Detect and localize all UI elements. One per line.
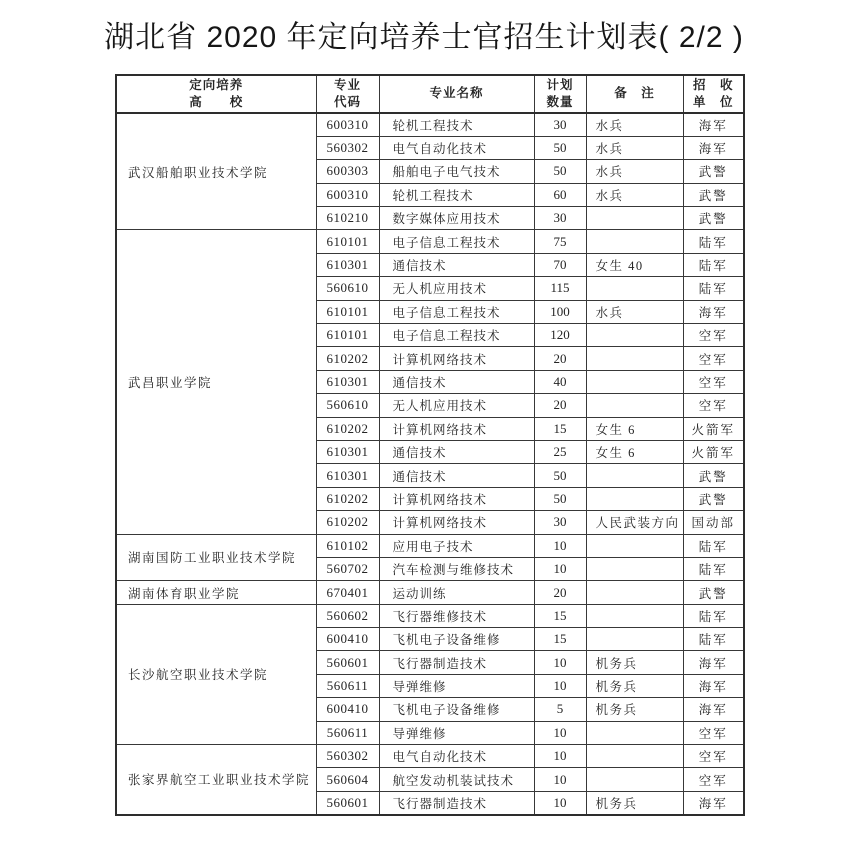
header-plan-count-line1: 计划 bbox=[546, 77, 574, 92]
header-school-line2: 高 校 bbox=[189, 95, 244, 109]
school-cell: 湖南国防工业职业技术学院 bbox=[116, 534, 316, 581]
recruiting-unit-cell: 陆军 bbox=[683, 557, 744, 580]
recruiting-unit-cell: 武警 bbox=[683, 207, 744, 230]
plan-count-cell: 115 bbox=[534, 277, 586, 300]
recruiting-unit-cell: 陆军 bbox=[683, 628, 744, 651]
code-cell: 610301 bbox=[316, 370, 379, 393]
remark-cell: 机务兵 bbox=[586, 698, 683, 721]
major-name-cell: 电气自动化技术 bbox=[379, 745, 534, 768]
remark-cell bbox=[586, 557, 683, 580]
major-name-cell: 计算机网络技术 bbox=[379, 511, 534, 534]
remark-cell bbox=[586, 347, 683, 370]
major-name-cell: 电子信息工程技术 bbox=[379, 324, 534, 347]
plan-count-cell: 10 bbox=[534, 721, 586, 744]
major-name-cell: 导弹维修 bbox=[379, 721, 534, 744]
code-cell: 600310 bbox=[316, 183, 379, 206]
code-cell: 610202 bbox=[316, 511, 379, 534]
recruiting-unit-cell: 陆军 bbox=[683, 604, 744, 627]
major-name-cell: 数字媒体应用技术 bbox=[379, 207, 534, 230]
recruiting-unit-cell: 空军 bbox=[683, 768, 744, 791]
major-name-cell: 飞行器制造技术 bbox=[379, 791, 534, 814]
major-name-cell: 无人机应用技术 bbox=[379, 394, 534, 417]
remark-cell bbox=[586, 628, 683, 651]
recruiting-unit-cell: 陆军 bbox=[683, 277, 744, 300]
school-cell: 长沙航空职业技术学院 bbox=[116, 604, 316, 744]
plan-count-cell: 40 bbox=[534, 370, 586, 393]
recruiting-unit-cell: 陆军 bbox=[683, 253, 744, 276]
code-cell: 560702 bbox=[316, 557, 379, 580]
recruiting-unit-cell: 海军 bbox=[683, 113, 744, 136]
remark-cell bbox=[586, 745, 683, 768]
major-name-cell: 飞机电子设备维修 bbox=[379, 698, 534, 721]
recruiting-unit-cell: 武警 bbox=[683, 160, 744, 183]
header-major-code bbox=[316, 75, 379, 113]
major-name-cell: 电子信息工程技术 bbox=[379, 300, 534, 323]
plan-count-cell: 20 bbox=[534, 581, 586, 604]
major-name-cell: 汽车检测与维修技术 bbox=[379, 557, 534, 580]
major-name-cell: 运动训练 bbox=[379, 581, 534, 604]
plan-count-cell: 10 bbox=[534, 768, 586, 791]
code-cell: 560602 bbox=[316, 604, 379, 627]
recruiting-unit-cell: 空军 bbox=[683, 324, 744, 347]
recruiting-unit-cell: 武警 bbox=[683, 183, 744, 206]
recruiting-unit-cell: 国动部 bbox=[683, 511, 744, 534]
remark-cell: 机务兵 bbox=[586, 651, 683, 674]
major-name-cell: 计算机网络技术 bbox=[379, 417, 534, 440]
remark-cell bbox=[586, 768, 683, 791]
header-recruiting-unit bbox=[683, 75, 744, 113]
remark-cell bbox=[586, 230, 683, 253]
major-name-cell: 飞行器维修技术 bbox=[379, 604, 534, 627]
plan-count-cell: 10 bbox=[534, 534, 586, 557]
school-cell: 武昌职业学院 bbox=[116, 230, 316, 534]
header-major-code-line1: 专业 bbox=[333, 77, 361, 92]
code-cell: 600310 bbox=[316, 113, 379, 136]
table-row bbox=[116, 581, 744, 604]
plan-count-cell: 5 bbox=[534, 698, 586, 721]
table-row bbox=[116, 604, 744, 627]
recruiting-unit-cell: 海军 bbox=[683, 300, 744, 323]
remark-cell bbox=[586, 394, 683, 417]
plan-count-cell: 15 bbox=[534, 604, 586, 627]
recruiting-unit-cell: 武警 bbox=[683, 464, 744, 487]
recruiting-unit-cell: 空军 bbox=[683, 347, 744, 370]
major-name-cell: 无人机应用技术 bbox=[379, 277, 534, 300]
plan-count-cell: 50 bbox=[534, 136, 586, 159]
code-cell: 560610 bbox=[316, 277, 379, 300]
remark-cell: 机务兵 bbox=[586, 674, 683, 697]
code-cell: 610301 bbox=[316, 440, 379, 463]
recruiting-unit-cell: 空军 bbox=[683, 370, 744, 393]
plan-count-cell: 10 bbox=[534, 674, 586, 697]
school-cell: 张家界航空工业职业技术学院 bbox=[116, 745, 316, 815]
major-name-cell: 通信技术 bbox=[379, 370, 534, 393]
recruiting-unit-cell: 海军 bbox=[683, 674, 744, 697]
major-name-cell: 航空发动机装试技术 bbox=[379, 768, 534, 791]
remark-cell bbox=[586, 487, 683, 510]
code-cell: 610101 bbox=[316, 300, 379, 323]
header-major-code-line2: 代码 bbox=[333, 95, 361, 109]
plan-count-cell: 15 bbox=[534, 628, 586, 651]
major-name-cell: 通信技术 bbox=[379, 253, 534, 276]
school-cell: 湖南体育职业学院 bbox=[116, 581, 316, 604]
recruiting-unit-cell: 海军 bbox=[683, 136, 744, 159]
header-recruiting-unit-line2: 单 位 bbox=[692, 95, 734, 109]
major-name-cell: 通信技术 bbox=[379, 464, 534, 487]
recruiting-unit-cell: 陆军 bbox=[683, 230, 744, 253]
header-plan-count-line2: 数量 bbox=[546, 95, 574, 109]
plan-count-cell: 60 bbox=[534, 183, 586, 206]
remark-cell bbox=[586, 534, 683, 557]
enrollment-plan-table bbox=[115, 74, 745, 816]
table-row bbox=[116, 745, 744, 768]
code-cell: 600303 bbox=[316, 160, 379, 183]
plan-count-cell: 120 bbox=[534, 324, 586, 347]
plan-count-cell: 50 bbox=[534, 160, 586, 183]
recruiting-unit-cell: 海军 bbox=[683, 698, 744, 721]
header-recruiting-unit-line1: 招 收 bbox=[692, 77, 734, 92]
code-cell: 610101 bbox=[316, 324, 379, 347]
major-name-cell: 计算机网络技术 bbox=[379, 487, 534, 510]
header-school-line1: 定向培养 bbox=[189, 77, 244, 92]
plan-count-cell: 20 bbox=[534, 347, 586, 370]
code-cell: 610202 bbox=[316, 347, 379, 370]
recruiting-unit-cell: 空军 bbox=[683, 721, 744, 744]
major-name-cell: 通信技术 bbox=[379, 440, 534, 463]
table-row bbox=[116, 534, 744, 557]
plan-count-cell: 75 bbox=[534, 230, 586, 253]
major-name-cell: 电子信息工程技术 bbox=[379, 230, 534, 253]
school-cell: 武汉船舶职业技术学院 bbox=[116, 113, 316, 230]
plan-count-cell: 50 bbox=[534, 464, 586, 487]
plan-count-cell: 10 bbox=[534, 557, 586, 580]
recruiting-unit-cell: 空军 bbox=[683, 394, 744, 417]
table-body bbox=[116, 113, 744, 815]
page-title: 湖北省 2020 年定向培养士官招生计划表( 2/2 ) bbox=[104, 21, 744, 54]
major-name-cell: 电气自动化技术 bbox=[379, 136, 534, 159]
recruiting-unit-cell: 武警 bbox=[683, 487, 744, 510]
header-plan-count bbox=[534, 75, 586, 113]
major-name-cell: 轮机工程技术 bbox=[379, 183, 534, 206]
code-cell: 610202 bbox=[316, 487, 379, 510]
recruiting-unit-cell: 火箭军 bbox=[683, 417, 744, 440]
remark-cell: 水兵 bbox=[586, 183, 683, 206]
remark-cell: 人民武装方向 bbox=[586, 511, 683, 534]
remark-cell: 机务兵 bbox=[586, 791, 683, 814]
remark-cell: 水兵 bbox=[586, 300, 683, 323]
code-cell: 600410 bbox=[316, 698, 379, 721]
code-cell: 670401 bbox=[316, 581, 379, 604]
major-name-cell: 轮机工程技术 bbox=[379, 113, 534, 136]
plan-count-cell: 100 bbox=[534, 300, 586, 323]
code-cell: 610301 bbox=[316, 464, 379, 487]
remark-cell bbox=[586, 464, 683, 487]
major-name-cell: 船舶电子电气技术 bbox=[379, 160, 534, 183]
code-cell: 610202 bbox=[316, 417, 379, 440]
header-remark: 备 注 bbox=[586, 75, 683, 113]
remark-cell: 水兵 bbox=[586, 136, 683, 159]
plan-count-cell: 30 bbox=[534, 113, 586, 136]
major-name-cell: 应用电子技术 bbox=[379, 534, 534, 557]
header-row bbox=[116, 75, 744, 113]
table-row bbox=[116, 113, 744, 136]
remark-cell: 女生 6 bbox=[586, 417, 683, 440]
remark-cell bbox=[586, 324, 683, 347]
recruiting-unit-cell: 陆军 bbox=[683, 534, 744, 557]
remark-cell: 水兵 bbox=[586, 160, 683, 183]
plan-count-cell: 30 bbox=[534, 511, 586, 534]
code-cell: 610101 bbox=[316, 230, 379, 253]
code-cell: 560611 bbox=[316, 674, 379, 697]
code-cell: 560302 bbox=[316, 745, 379, 768]
remark-cell bbox=[586, 721, 683, 744]
remark-cell bbox=[586, 604, 683, 627]
remark-cell: 女生 40 bbox=[586, 253, 683, 276]
code-cell: 610301 bbox=[316, 253, 379, 276]
remark-cell bbox=[586, 207, 683, 230]
code-cell: 560610 bbox=[316, 394, 379, 417]
plan-count-cell: 30 bbox=[534, 207, 586, 230]
recruiting-unit-cell: 火箭军 bbox=[683, 440, 744, 463]
plan-count-cell: 15 bbox=[534, 417, 586, 440]
table-row bbox=[116, 230, 744, 253]
recruiting-unit-cell: 武警 bbox=[683, 581, 744, 604]
plan-count-cell: 10 bbox=[534, 745, 586, 768]
header-major-name: 专业名称 bbox=[379, 75, 534, 113]
code-cell: 610210 bbox=[316, 207, 379, 230]
code-cell: 610102 bbox=[316, 534, 379, 557]
major-name-cell: 导弹维修 bbox=[379, 674, 534, 697]
table-header bbox=[116, 75, 744, 113]
code-cell: 560302 bbox=[316, 136, 379, 159]
plan-count-cell: 70 bbox=[534, 253, 586, 276]
recruiting-unit-cell: 海军 bbox=[683, 651, 744, 674]
recruiting-unit-cell: 空军 bbox=[683, 745, 744, 768]
remark-cell: 水兵 bbox=[586, 113, 683, 136]
plan-count-cell: 10 bbox=[534, 651, 586, 674]
code-cell: 560601 bbox=[316, 791, 379, 814]
plan-count-cell: 50 bbox=[534, 487, 586, 510]
plan-count-cell: 10 bbox=[534, 791, 586, 814]
code-cell: 560611 bbox=[316, 721, 379, 744]
code-cell: 600410 bbox=[316, 628, 379, 651]
remark-cell bbox=[586, 581, 683, 604]
remark-cell: 女生 6 bbox=[586, 440, 683, 463]
major-name-cell: 飞机电子设备维修 bbox=[379, 628, 534, 651]
remark-cell bbox=[586, 370, 683, 393]
remark-cell bbox=[586, 277, 683, 300]
major-name-cell: 计算机网络技术 bbox=[379, 347, 534, 370]
code-cell: 560604 bbox=[316, 768, 379, 791]
header-school bbox=[116, 75, 316, 113]
major-name-cell: 飞行器制造技术 bbox=[379, 651, 534, 674]
plan-count-cell: 20 bbox=[534, 394, 586, 417]
recruiting-unit-cell: 海军 bbox=[683, 791, 744, 814]
code-cell: 560601 bbox=[316, 651, 379, 674]
plan-count-cell: 25 bbox=[534, 440, 586, 463]
